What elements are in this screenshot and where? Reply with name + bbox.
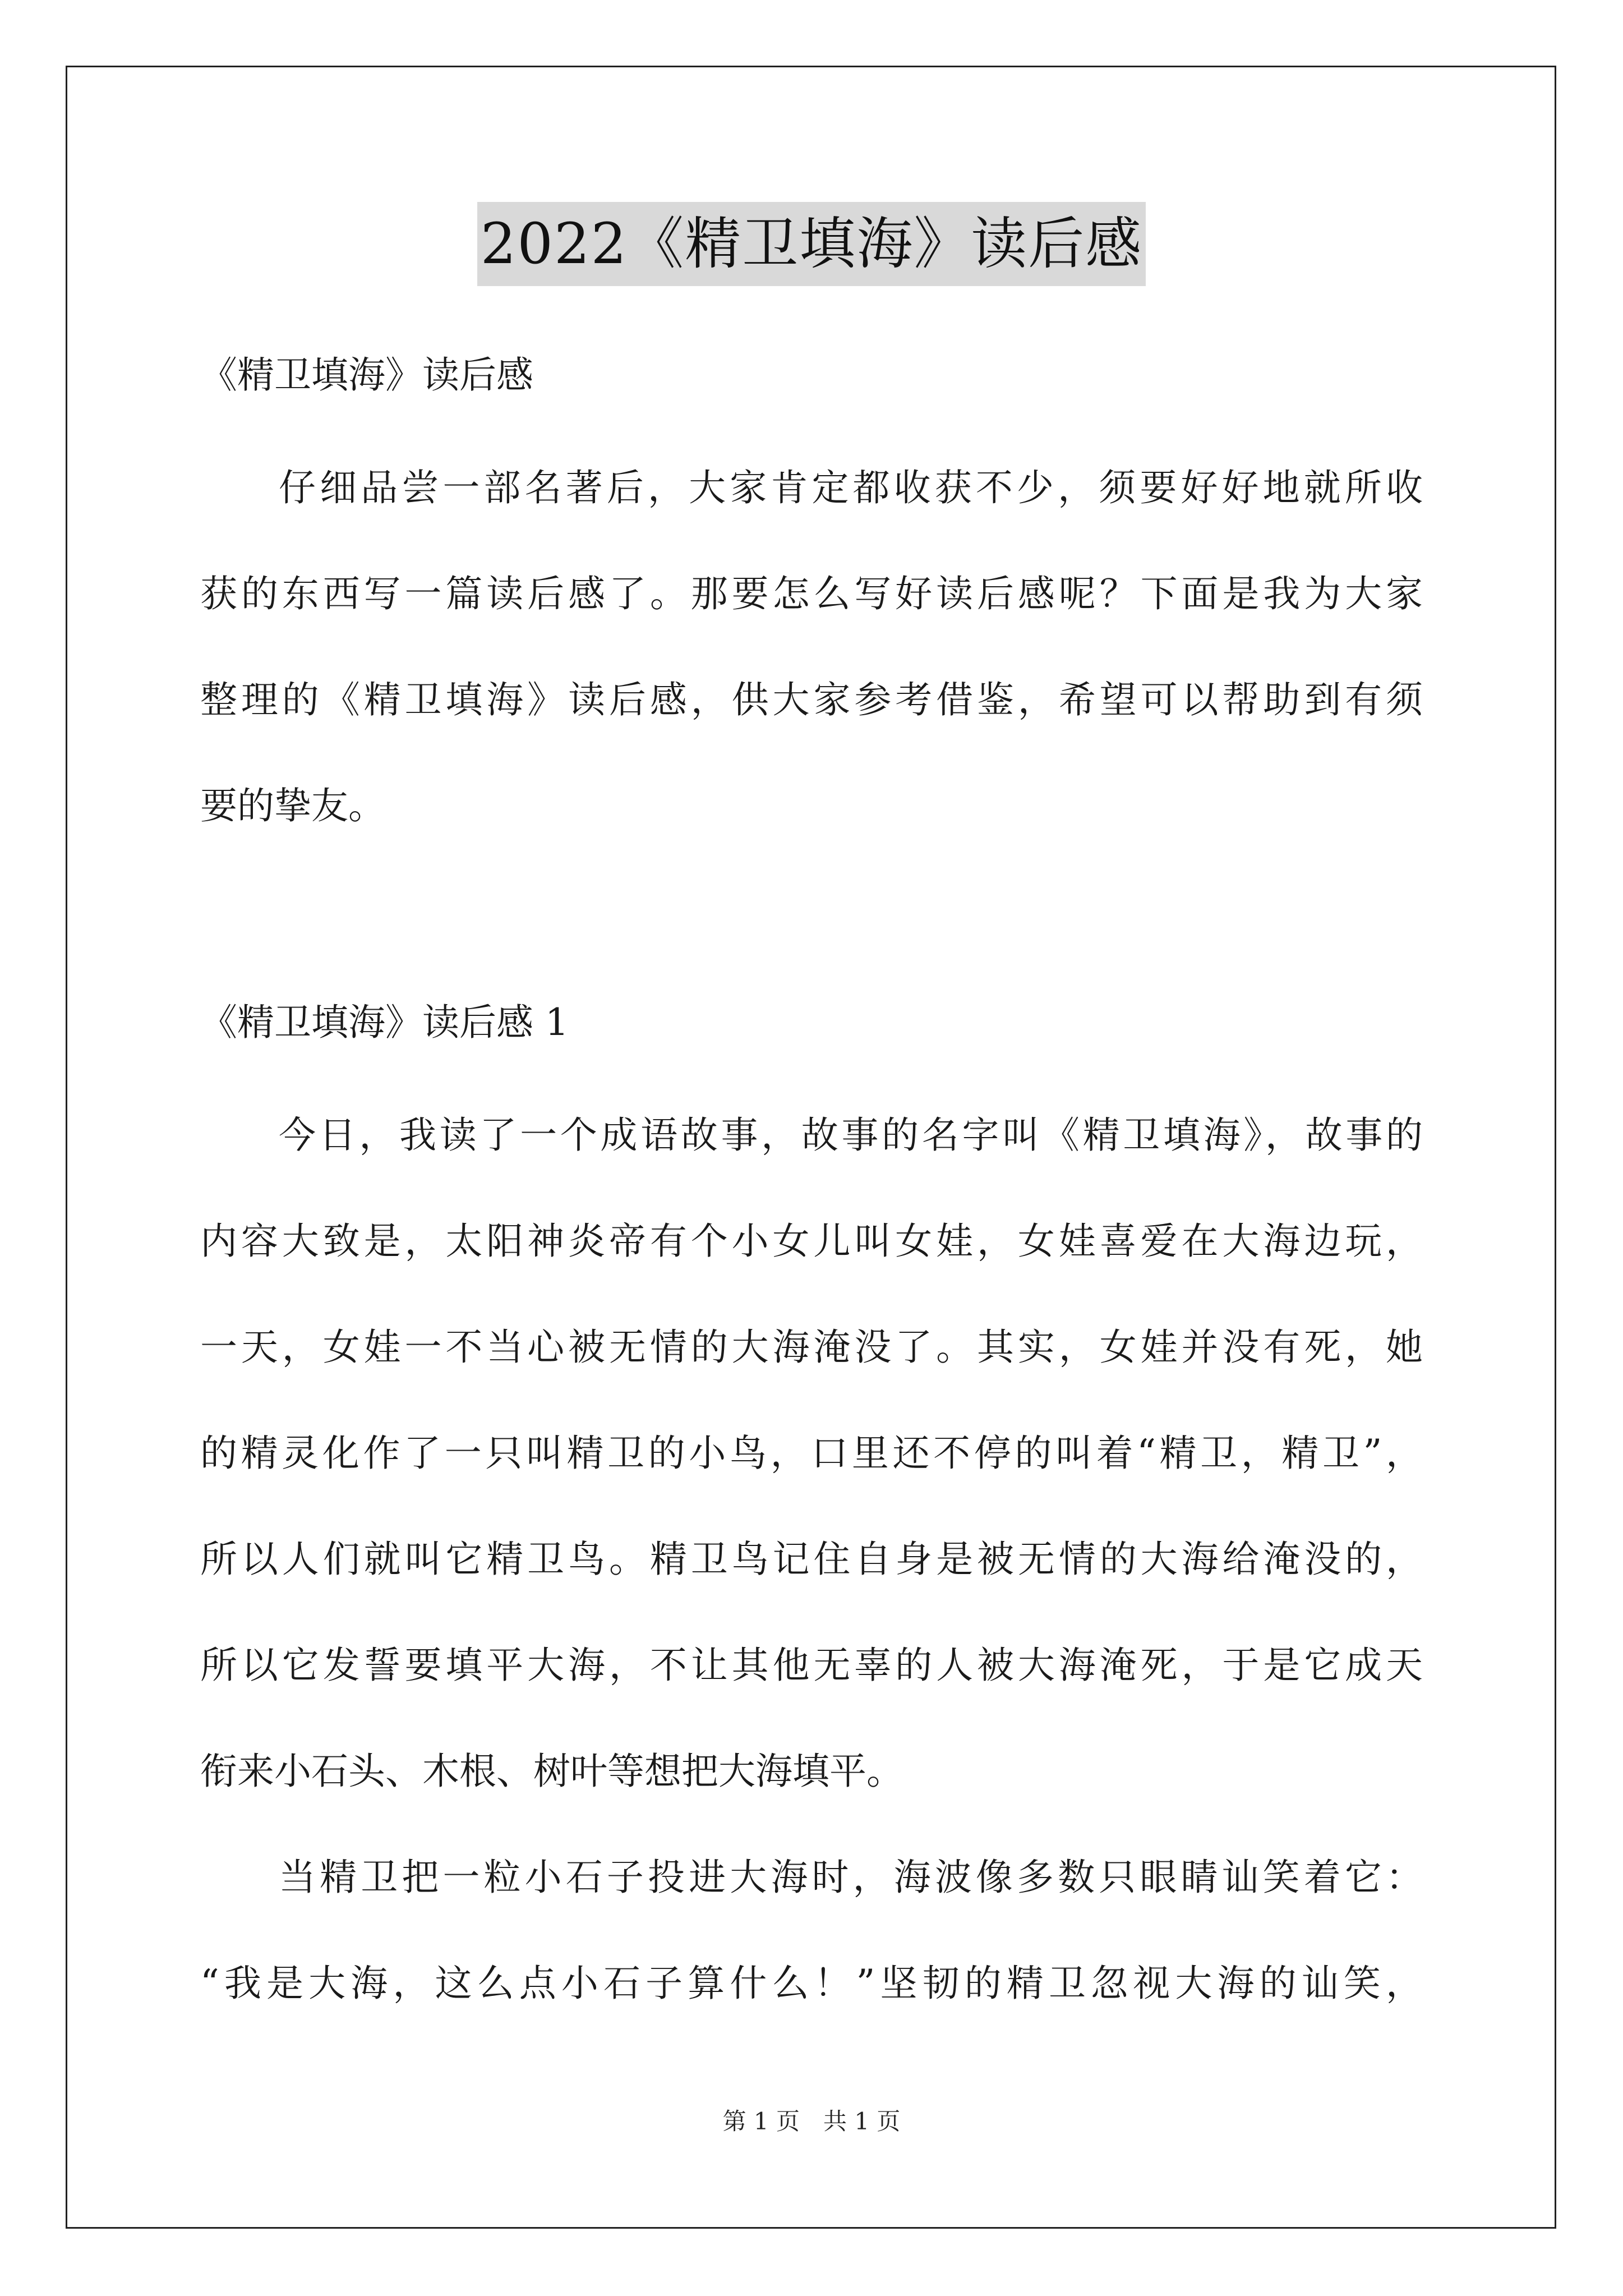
intro-line-4: 要的挚友。 <box>200 784 385 827</box>
title-wrap <box>0 202 1623 286</box>
section-heading-1: 《精卫填海》读后感 1 <box>200 1001 569 1044</box>
intro-line-2: 获的东西写一篇读后感了。那要怎么写好读后感呢？下面是我为大家 <box>200 572 1423 615</box>
para1-line-3: 一天，女娃一不当心被无情的大海淹没了。其实，女娃并没有死，她 <box>200 1326 1423 1369</box>
para2-line-1: 当精卫把一粒小石子投进大海时，海波像多数只眼睛讪笑着它： <box>279 1856 1423 1899</box>
para2-line-2: “我是大海，这么点小石子算什么！”坚韧的精卫忽视大海的讪笑， <box>200 1962 1423 2005</box>
para1-line-2: 内容大致是，太阳神炎帝有个小女儿叫女娃，女娃喜爱在大海边玩， <box>200 1220 1423 1263</box>
para1-line-7: 衔来小石头、木根、树叶等想把大海填平。 <box>200 1750 903 1793</box>
para1-line-1: 今日，我读了一个成语故事，故事的名字叫《精卫填海》，故事的 <box>279 1114 1423 1157</box>
document-title: 2022《精卫填海》读后感 <box>477 202 1146 286</box>
intro-line-1: 仔细品尝一部名著后，大家肯定都收获不少，须要好好地就所收 <box>279 466 1423 509</box>
para1-line-6: 所以它发誓要填平大海，不让其他无辜的人被大海淹死，于是它成天 <box>200 1644 1423 1687</box>
para1-line-5: 所以人们就叫它精卫鸟。精卫鸟记住自身是被无情的大海给淹没的， <box>200 1538 1423 1581</box>
page-footer: 第 1 页 共 1 页 <box>722 2108 901 2135</box>
para1-line-4: 的精灵化作了一只叫精卫的小鸟，口里还不停的叫着“精卫，精卫”， <box>200 1432 1423 1475</box>
intro-line-3: 整理的《精卫填海》读后感，供大家参考借鉴，希望可以帮助到有须 <box>200 678 1423 721</box>
section-heading: 《精卫填海》读后感 <box>200 353 533 397</box>
